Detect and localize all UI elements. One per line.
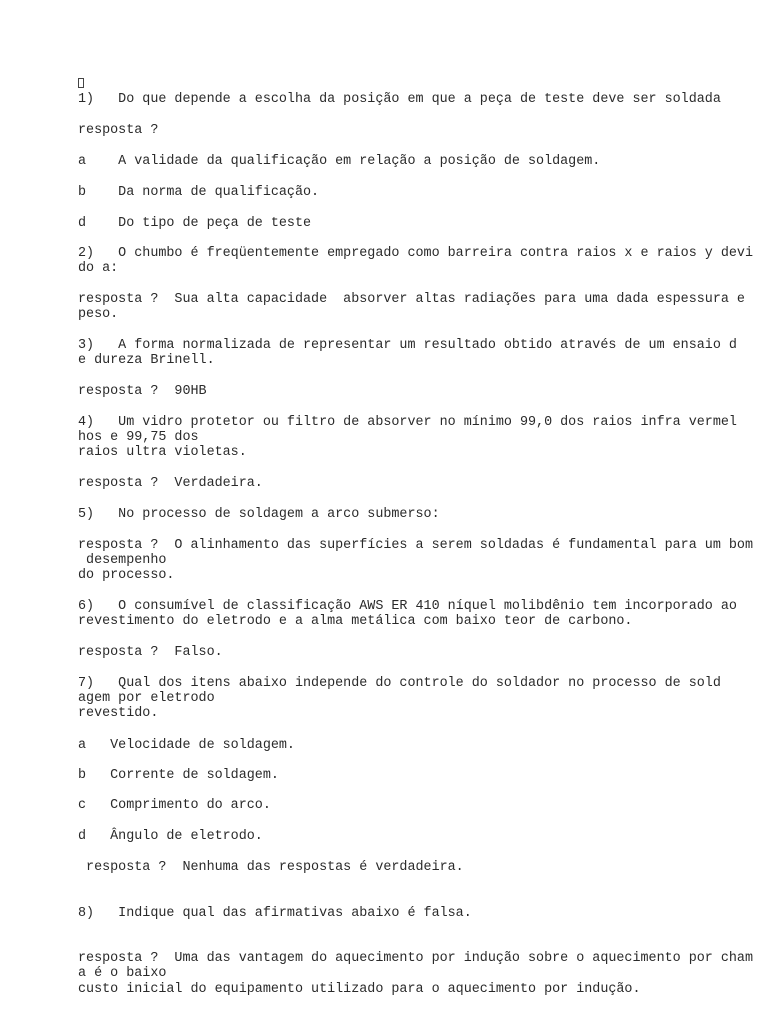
question-4-text-line-1: 4) Um vidro protetor ou filtro de absorver no mínimo 99,0 dos raios infra vermel <box>78 415 737 430</box>
question-2-text-line-1: 2) O chumbo é freqüentemente empregado como barreira contra raios x e raios y devi <box>78 246 753 261</box>
question-6-answer: resposta ? Falso. <box>78 645 223 660</box>
question-6-text-line-2: revestimento do eletrodo e a alma metálica com baixo teor de carbono. <box>78 614 633 629</box>
question-1-answer-label: resposta ? <box>78 123 159 138</box>
question-7-option-a: a Velocidade de soldagem. <box>78 738 295 753</box>
question-1-option-b: b Da norma de qualificação. <box>78 185 320 200</box>
question-8-text: 8) Indique qual das afirmativas abaixo é falsa. <box>78 906 472 921</box>
question-5-answer-line-1: resposta ? O alinhamento das superfícies a serem soldadas é fundamental para um bom <box>78 538 753 553</box>
question-1-text: 1) Do que depende a escolha da posição em que a peça de teste deve ser soldada <box>78 92 721 107</box>
question-3-text-line-2: e dureza Brinell. <box>78 353 215 368</box>
question-5-answer-line-2: desempenho <box>78 553 167 568</box>
question-7-option-d: d Ângulo de eletrodo. <box>78 829 263 844</box>
question-7-option-b: b Corrente de soldagem. <box>78 768 279 783</box>
missing-glyph-box-icon <box>78 78 84 88</box>
question-7-answer: resposta ? Nenhuma das respostas é verdadeira. <box>78 860 464 875</box>
question-2-answer-line-2: peso. <box>78 307 119 322</box>
question-8-answer-line-2: a é o baixo <box>78 966 167 981</box>
question-3-text-line-1: 3) A forma normalizada de representar um resultado obtido através de um ensaio d <box>78 338 737 353</box>
question-2-text-line-2: do a: <box>78 261 119 276</box>
question-4-answer: resposta ? Verdadeira. <box>78 476 263 491</box>
question-8-answer-line-3: custo inicial do equipamento utilizado para o aquecimento por indução. <box>78 982 641 997</box>
question-8-answer-line-1: resposta ? Uma das vantagem do aquecimento por indução sobre o aquecimento por cham <box>78 951 753 966</box>
question-4-text-line-3: raios ultra violetas. <box>78 445 247 460</box>
question-7-text-line-2: agem por eletrodo <box>78 691 215 706</box>
question-7-text-line-3: revestido. <box>78 706 159 721</box>
question-3-answer: resposta ? 90HB <box>78 384 207 399</box>
question-5-answer-line-3: do processo. <box>78 568 175 583</box>
question-7-option-c: c Comprimento do arco. <box>78 798 271 813</box>
question-1-option-d: d Do tipo de peça de teste <box>78 216 312 231</box>
question-2-answer-line-1: resposta ? Sua alta capacidade absorver altas radiações para uma dada espessura e <box>78 292 745 307</box>
question-4-text-line-2: hos e 99,75 dos <box>78 430 199 445</box>
question-1-option-a: a A validade da qualificação em relação a posição de soldagem. <box>78 154 601 169</box>
question-7-text-line-1: 7) Qual dos itens abaixo independe do controle do soldador no processo de sold <box>78 676 721 691</box>
question-5-text: 5) No processo de soldagem a arco submerso: <box>78 507 440 522</box>
question-6-text-line-1: 6) O consumível de classificação AWS ER 410 níquel molibdênio tem incorporado ao <box>78 599 737 614</box>
